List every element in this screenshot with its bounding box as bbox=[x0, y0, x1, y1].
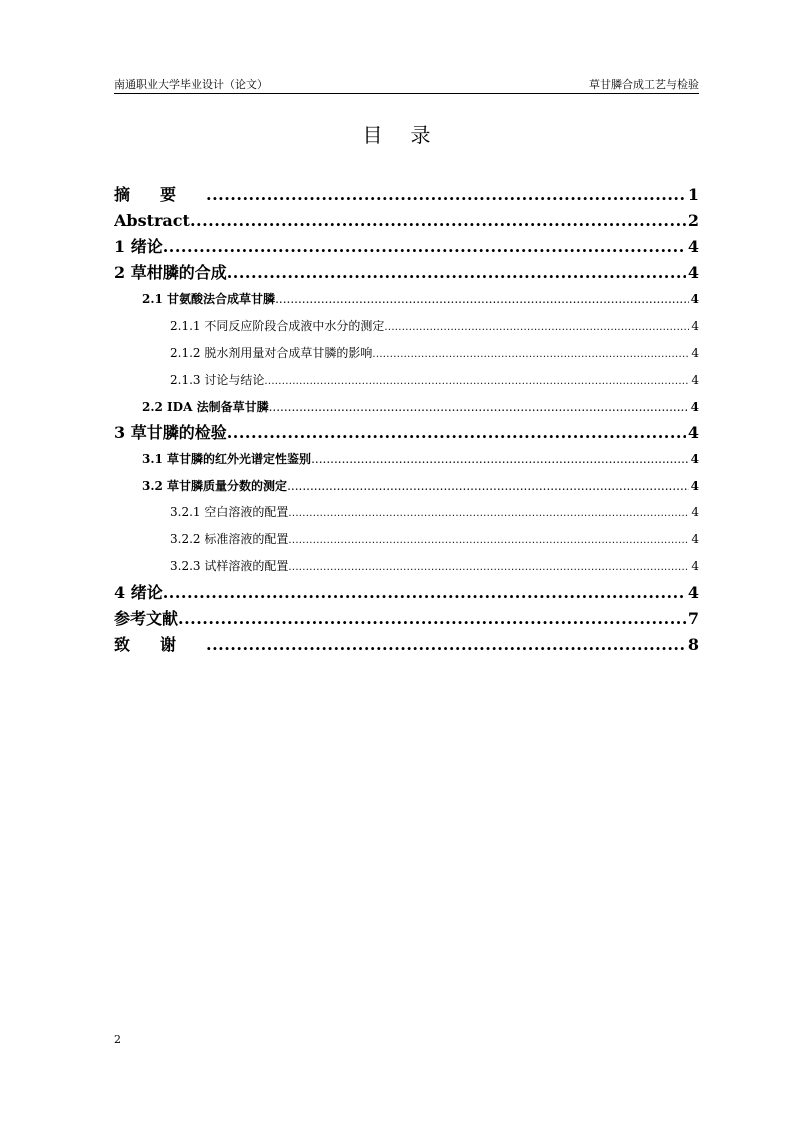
page-header bbox=[114, 76, 699, 94]
toc-entry-title: 3.1 草甘膦的红外光谱定性鉴别 bbox=[142, 452, 312, 466]
toc-entry-page: 4 bbox=[687, 237, 699, 256]
toc-entry[interactable] bbox=[114, 208, 699, 234]
toc-entry-title: 1 绪论 bbox=[114, 237, 163, 256]
toc-entry-page: 8 bbox=[687, 635, 699, 654]
toc-entry-page: 4 bbox=[691, 372, 699, 387]
toc-leader-dots bbox=[227, 420, 686, 446]
toc-entry-title: 2.1.3 讨论与结论 bbox=[170, 372, 265, 387]
toc-entry[interactable] bbox=[114, 182, 699, 208]
toc-entry[interactable] bbox=[170, 340, 699, 367]
toc-entry-page: 4 bbox=[687, 423, 699, 442]
toc-leader-dots bbox=[178, 606, 686, 632]
toc-leader-dots bbox=[264, 368, 689, 394]
toc-entry-page: 4 bbox=[690, 452, 699, 466]
toc-entry-title: 致谢 bbox=[114, 635, 207, 654]
toc-entry-title: 参考文献 bbox=[114, 609, 179, 628]
toc-entry-title: 2.1 甘氨酸法合成草甘膦 bbox=[142, 292, 276, 306]
toc-entry-page: 1 bbox=[687, 185, 699, 204]
toc-leader-dots bbox=[163, 234, 686, 260]
toc-entry-page: 4 bbox=[691, 318, 699, 333]
toc-entry[interactable] bbox=[142, 473, 699, 500]
toc-entry[interactable] bbox=[142, 446, 699, 473]
toc-leader-dots bbox=[311, 446, 689, 473]
toc-entry-title: 2.1.1 不同反应阶段合成液中水分的测定 bbox=[170, 318, 385, 333]
page-number: 2 bbox=[114, 1033, 121, 1046]
toc-entry[interactable] bbox=[114, 420, 699, 446]
toc-entry-page: 4 bbox=[691, 505, 699, 519]
toc-entry[interactable] bbox=[114, 260, 699, 286]
toc-entry-title: 3 草甘膦的检验 bbox=[114, 423, 227, 442]
toc-leader-dots bbox=[163, 580, 686, 606]
toc-leader-dots bbox=[287, 473, 689, 500]
toc-entry-title: 摘要 bbox=[114, 185, 207, 204]
toc-entry-title: 2.1.2 脱水剂用量对合成草甘膦的影响 bbox=[170, 345, 373, 360]
toc-leader-dots bbox=[206, 632, 686, 658]
toc-leader-dots bbox=[288, 500, 689, 526]
toc-entry[interactable] bbox=[170, 499, 699, 526]
toc-entry[interactable] bbox=[114, 580, 699, 606]
toc-leader-dots bbox=[384, 314, 689, 340]
toc-entry-page: 4 bbox=[687, 263, 699, 282]
toc-entry-title: 3.2 草甘膦质量分数的测定 bbox=[142, 478, 288, 493]
toc-leader-dots bbox=[275, 286, 689, 313]
header-left-text: 南通职业大学毕业设计（论文） bbox=[114, 78, 268, 91]
toc-entry[interactable] bbox=[114, 632, 699, 658]
toc-title: 目录 bbox=[362, 123, 459, 147]
toc-entry[interactable] bbox=[170, 367, 699, 394]
toc-leader-dots bbox=[288, 527, 689, 553]
toc-leader-dots bbox=[269, 394, 689, 421]
toc-leader-dots bbox=[227, 260, 686, 286]
toc-entry-title: 3.2.3 试样溶液的配置 bbox=[170, 559, 289, 573]
toc-entry-title: 4 绪论 bbox=[114, 583, 163, 602]
table-of-contents bbox=[114, 182, 699, 658]
toc-entry-page: 7 bbox=[687, 609, 699, 628]
toc-entry[interactable] bbox=[114, 606, 699, 632]
toc-entry[interactable] bbox=[170, 553, 699, 580]
header-right-text: 草甘膦合成工艺与检验 bbox=[589, 78, 699, 91]
toc-entry-page: 4 bbox=[690, 292, 699, 306]
toc-entry-title: Abstract bbox=[114, 211, 190, 230]
toc-entry[interactable] bbox=[170, 526, 699, 553]
toc-entry-page: 4 bbox=[690, 478, 699, 493]
toc-entry-page: 4 bbox=[690, 399, 699, 414]
toc-leader-dots bbox=[190, 208, 686, 234]
toc-entry-title: 2 草柑膦的合成 bbox=[114, 263, 227, 282]
toc-entry[interactable] bbox=[114, 234, 699, 260]
toc-entry[interactable] bbox=[142, 286, 699, 313]
toc-leader-dots bbox=[372, 341, 689, 367]
toc-entry[interactable] bbox=[142, 394, 699, 421]
toc-leader-dots bbox=[288, 554, 689, 580]
toc-entry-title: 3.2.2 标准溶液的配置 bbox=[170, 532, 289, 546]
toc-entry-page: 2 bbox=[687, 211, 699, 230]
toc-entry-title: 2.2 IDA 法制备草甘膦 bbox=[142, 399, 269, 414]
toc-entry-title: 3.2.1 空白溶液的配置 bbox=[170, 505, 289, 519]
toc-entry-page: 4 bbox=[691, 532, 699, 546]
toc-entry[interactable] bbox=[170, 313, 699, 340]
toc-entry-page: 4 bbox=[687, 583, 699, 602]
toc-leader-dots bbox=[206, 182, 686, 208]
toc-entry-page: 4 bbox=[691, 559, 699, 573]
toc-entry-page: 4 bbox=[691, 345, 699, 360]
